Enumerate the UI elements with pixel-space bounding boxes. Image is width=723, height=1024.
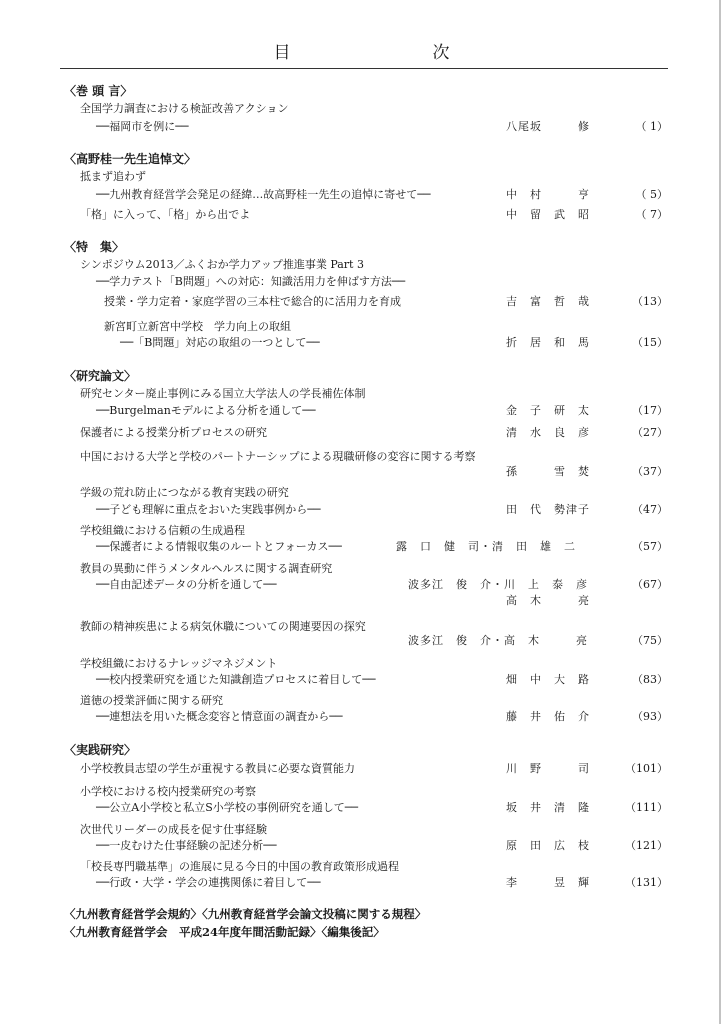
section-heading: 〈実践研究〉 xyxy=(64,743,137,757)
entry-author: 原 田 広 枝 xyxy=(506,839,590,852)
entry-subtitle: ──「B問題」対応の取組の一つとして── xyxy=(120,336,320,349)
entry-author: 坂 井 清 隆 xyxy=(506,801,590,814)
title-rule xyxy=(60,68,668,69)
entry-page: （37） xyxy=(632,465,668,478)
entry-title: 学校組織における信頼の生成過程 xyxy=(80,524,245,537)
entry-title: 教員の異動に伴うメンタルヘルスに関する調査研究 xyxy=(80,562,333,575)
entry-page: （47） xyxy=(632,503,668,516)
entry-page: （121） xyxy=(625,839,668,852)
entry-title: 学校組織におけるナレッジマネジメント xyxy=(80,657,278,670)
entry-author: 八尾坂 修 xyxy=(506,120,590,133)
entry-page: （15） xyxy=(632,336,668,349)
entry-title: 次世代リーダーの成長を促す仕事経験 xyxy=(80,823,267,836)
entry-author: 畑 中 大 路 xyxy=(506,673,590,686)
entry-page: （ 1） xyxy=(635,120,668,133)
entry-author: 清 水 良 彦 xyxy=(506,426,590,439)
entry-subtitle: ──校内授業研究を通じた知識創造プロセスに着目して── xyxy=(96,673,376,686)
entry-page: （101） xyxy=(625,762,668,775)
entry-author: 川 野 司 xyxy=(506,762,590,775)
entry-title: 抵まず追わず xyxy=(80,170,146,183)
entry-subtitle: ──自由記述データの分析を通して── xyxy=(96,578,277,591)
entry-title: 中国における大学と学校のパートナーシップによる現職研修の変容に関する考察 xyxy=(80,450,476,463)
entry-author: 波多江 俊 介・川 上 泰 彦 xyxy=(408,578,588,591)
page-title: 目 次 xyxy=(273,43,486,63)
entry-page: （83） xyxy=(632,673,668,686)
entry-title: 保護者による授業分析プロセスの研究 xyxy=(80,426,267,439)
entry-author: 李 昱 輝 xyxy=(506,876,590,889)
entry-title: 学級の荒れ防止につながる教育実践の研究 xyxy=(80,486,289,499)
section-heading: 〈特 集〉 xyxy=(64,240,125,254)
entry-author: 藤 井 佑 介 xyxy=(506,710,590,723)
entry-subtitle: ──保護者による情報収集のルートとフォーカス── xyxy=(96,540,342,553)
entry-title: 研究センター廃止事例にみる国立大学法人の学長補佐体制 xyxy=(80,387,366,400)
footer-line: 〈九州教育経営学会 平成24年度年間活動記録〉〈編集後記〉 xyxy=(64,925,385,939)
entry-title: シンポジウム2013／ふくおか学力アップ推進事業 Part 3 xyxy=(80,258,364,271)
entry-page: （67） xyxy=(632,578,668,591)
entry-subtitle: ──Burgelmanモデルによる分析を通して── xyxy=(96,404,316,417)
entry-title: 授業・学力定着・家庭学習の三本柱で総合的に活用力を育成 xyxy=(104,295,401,308)
entry-author: 中 留 武 昭 xyxy=(506,208,590,221)
entry-author: 田 代 勢津子 xyxy=(506,503,590,516)
entry-title: 小学校教員志望の学生が重視する教員に必要な資質能力 xyxy=(80,762,355,775)
entry-author: 露 口 健 司・清 田 雄 二 xyxy=(396,540,576,553)
entry-subtitle: ──行政・大学・学会の連携関係に着目して── xyxy=(96,876,321,889)
entry-page: （57） xyxy=(632,540,668,553)
entry-title: 道徳の授業評価に関する研究 xyxy=(80,694,223,707)
entry-title: 「格」に入って、「格」から出でよ xyxy=(80,208,251,221)
entry-author: 波多江 俊 介・高 木 亮 xyxy=(408,634,588,647)
entry-page: （ 5） xyxy=(635,188,668,201)
entry-page: （ 7） xyxy=(635,208,668,221)
entry-subtitle: ──一皮むけた仕事経験の記述分析── xyxy=(96,839,277,852)
entry-page: （93） xyxy=(632,710,668,723)
entry-page: （17） xyxy=(632,404,668,417)
entry-title: 全国学力調査における検証改善アクション xyxy=(80,102,289,115)
entry-subtitle: ──九州教育経営学会発足の経緯…故高野桂一先生の追悼に寄せて── xyxy=(96,188,431,201)
entry-author: 金 子 研 太 xyxy=(506,404,590,417)
entry-author: 孫 雪 焚 xyxy=(506,465,590,478)
entry-page: （75） xyxy=(632,634,668,647)
entry-title: 「校長専門職基準」の進展に見る今日的中国の教育政策形成過程 xyxy=(80,860,399,873)
entry-title: 小学校における校内授業研究の考察 xyxy=(80,785,256,798)
entry-page: （111） xyxy=(625,801,668,814)
entry-subtitle: ──連想法を用いた概念変容と情意面の調査から── xyxy=(96,710,343,723)
entry-subtitle: ──学力テスト「B問題」への対応：知識活用力を伸ばす方法── xyxy=(96,275,406,288)
entry-subtitle: ──子ども理解に重点をおいた実践事例から── xyxy=(96,503,321,516)
entry-author: 吉 富 哲 哉 xyxy=(506,295,590,308)
scan-edge xyxy=(719,0,721,1024)
entry-page: （27） xyxy=(632,426,668,439)
entry-author: 中 村 亨 xyxy=(506,188,590,201)
section-heading: 〈研究論文〉 xyxy=(64,369,137,383)
entry-title: 教師の精神疾患による病気休職についての関連要因の探究 xyxy=(80,620,366,633)
entry-subtitle: ──福岡市を例に── xyxy=(96,120,189,133)
entry-title: 新宮町立新宮中学校 学力向上の取組 xyxy=(104,320,291,333)
entry-author: 高 木 亮 xyxy=(506,594,590,607)
section-heading: 〈巻 頭 言〉 xyxy=(64,84,133,98)
footer-line: 〈九州教育経営学会規約〉〈九州教育経営学会論文投稿に関する規程〉 xyxy=(64,907,427,921)
entry-subtitle: ──公立A小学校と私立S小学校の事例研究を通して── xyxy=(96,801,358,814)
entry-author: 折 居 和 馬 xyxy=(506,336,590,349)
entry-page: （131） xyxy=(625,876,668,889)
entry-page: （13） xyxy=(632,295,668,308)
section-heading: 〈高野桂一先生追悼文〉 xyxy=(64,152,197,166)
